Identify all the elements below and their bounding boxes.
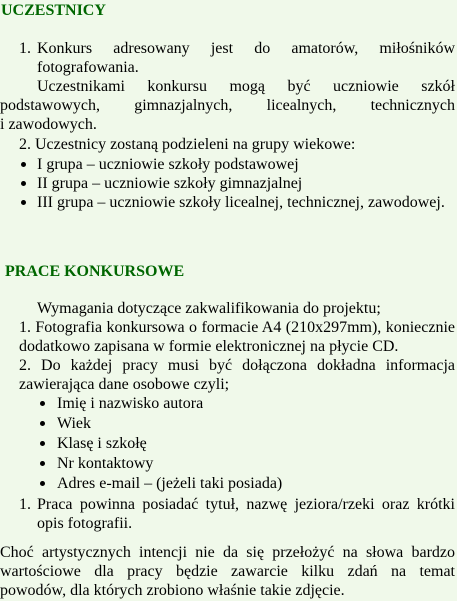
paragraph-line: Wymagania dotyczące zakwalifikowania do projektu; xyxy=(37,300,381,317)
bullet-icon xyxy=(40,421,45,426)
list-item: III grupa – uczniowie szkoły licealnej, technicznej, zawodowej. xyxy=(37,194,445,211)
section-heading-uczestnicy: UCZESTNICY xyxy=(1,2,106,19)
paragraph-line: 2. Uczestnicy zostaną podzieleni na grupy wiekowe: xyxy=(19,136,356,153)
paragraph-line: fotografowania. xyxy=(37,59,139,76)
paragraph-line: dodatkowo zapisana w formie elektronicznej na płycie CD. xyxy=(19,338,399,355)
paragraph-line: powodów, dla których zrobiono właśnie takie zdjęcie. xyxy=(0,582,345,599)
bullet-icon xyxy=(40,481,45,486)
bullet-icon xyxy=(40,461,45,466)
paragraph-line: Praca powinna posiadać tytuł, nazwę jeziora/rzeki oraz krótki xyxy=(37,496,455,513)
bullet-icon xyxy=(40,401,45,406)
section-heading-prace-konkursowe: PRACE KONKURSOWE xyxy=(5,263,185,280)
list-item: I grupa – uczniowie szkoły podstawowej xyxy=(37,156,299,173)
list-item: Wiek xyxy=(57,415,92,432)
list-number: 1. xyxy=(19,40,31,57)
bullet-icon xyxy=(21,162,26,167)
bullet-icon xyxy=(40,441,45,446)
paragraph-line: Konkurs adresowany jest do amatorów, miłośników xyxy=(37,40,455,57)
paragraph-line: wartościowe dla pracy będzie zawarcie kilku zdań na temat xyxy=(0,563,455,580)
list-item: Klasę i szkołę xyxy=(57,435,147,452)
bullet-icon xyxy=(21,181,26,186)
list-item: Imię i nazwisko autora xyxy=(57,395,204,412)
list-item: Adres e-mail – (jeżeli taki posiada) xyxy=(57,475,283,492)
paragraph-line: podstawowych, gimnazjalnych, licealnych, technicznych xyxy=(0,97,455,114)
list-item: Nr kontaktowy xyxy=(57,455,154,472)
paragraph-line: Uczestnikami konkursu mogą być uczniowie szkół xyxy=(37,78,455,95)
paragraph-line: 2. Do każdej pracy musi być dołączona dokładna informacja xyxy=(19,357,455,374)
list-item: II grupa – uczniowie szkoły gimnazjalnej xyxy=(37,175,303,192)
bullet-icon xyxy=(21,200,26,205)
list-number: 1. xyxy=(19,496,31,513)
paragraph-line: i zawodowych. xyxy=(0,116,97,133)
paragraph-line: zawierająca dane osobowe czyli; xyxy=(19,376,230,393)
paragraph-line: 1. Fotografia konkursowa o formacie A4 (210x297mm), koniecznie xyxy=(19,319,455,336)
paragraph-line: opis fotografii. xyxy=(37,515,133,532)
paragraph-line: Choć artystycznych intencji nie da się przełożyć na słowa bardzo xyxy=(0,544,455,561)
